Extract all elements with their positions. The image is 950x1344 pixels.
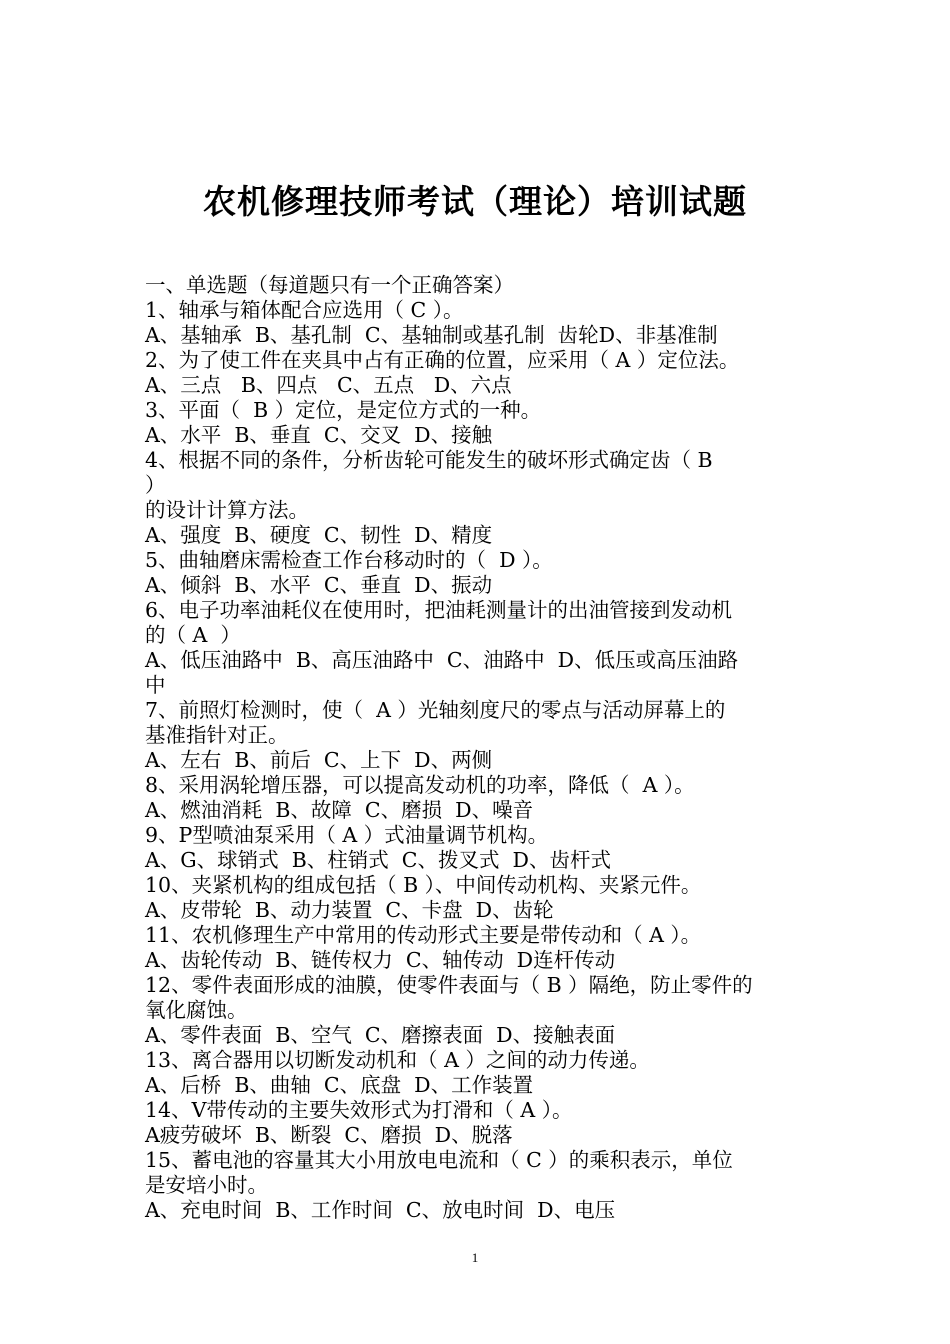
text-line: 14、V带传动的主要失效形式为打滑和（ A ）。 [145,1098,573,1122]
text-line: A、水平 B、垂直 C、交叉 D、接触 [145,423,493,447]
text-line: 氧化腐蚀。 [145,998,248,1022]
text-line: A、三点 B、四点 C、五点 D、六点 [145,373,512,397]
text-line: 10、夹紧机构的组成包括（ B ）、中间传动机构、夹紧元件。 [145,873,702,897]
text-line: A、燃油消耗 B、故障 C、磨损 D、噪音 [145,798,534,822]
text-line: 的设计计算方法。 [145,498,309,522]
text-line: A、充电时间 B、工作时间 C、放电时间 D、电压 [145,1198,616,1222]
text-line: A、低压油路中 B、高压油路中 C、油路中 D、低压或高压油路 [145,648,739,672]
text-line: 2、为了使工件在夹具中占有正确的位置，应采用（ A ）定位法。 [145,348,740,372]
text-line: A、强度 B、硬度 C、韧性 D、精度 [145,523,493,547]
text-line: 一、单选题（每道题只有一个正确答案） [145,273,514,297]
text-line: A、后桥 B、曲轴 C、底盘 D、工作装置 [145,1073,534,1097]
text-line: A、齿轮传动 B、链传权力 C、轴传动 D连杆传动 [145,948,616,972]
text-line: 的（ A ） [145,623,241,647]
text-line: 13、离合器用以切断发动机和（ A ）之间的动力传递。 [145,1048,650,1072]
text-line: A、倾斜 B、水平 C、垂直 D、振动 [145,573,493,597]
text-line: A、G、球销式 B、柱销式 C、拨叉式 D、齿杆式 [145,848,611,872]
text-line: ） [145,473,166,497]
text-line: 7、前照灯检测时，使（ A ）光轴刻度尺的零点与活动屏幕上的 [145,698,726,722]
text-line: 中 [145,673,166,697]
text-line: A、零件表面 B、空气 C、磨擦表面 D、接触表面 [145,1023,616,1047]
text-line: 15、蓄电池的容量其大小用放电电流和（ C ）的乘积表示，单位 [145,1148,733,1172]
text-line: 是安培小时。 [145,1173,268,1197]
text-line: A、左右 B、前后 C、上下 D、两侧 [145,748,493,772]
text-line: 6、电子功率油耗仪在使用时，把油耗测量计的出油管接到发动机 [145,598,733,622]
text-line: 1、轴承与箱体配合应选用（ C ）。 [145,298,464,322]
page-title: 农机修理技师考试（理论）培训试题 [203,182,747,221]
text-line: 11、农机修理生产中常用的传动形式主要是带传动和（ A ）。 [145,923,702,947]
question-body [145,273,815,1223]
text-line: 5、曲轴磨床需检查工作台移动时的（ D ）。 [145,548,553,572]
text-line: 4、根据不同的条件，分析齿轮可能发生的破坏形式确定齿（ B [145,448,713,472]
page-number: 1 [471,1250,479,1265]
text-line: 12、零件表面形成的油膜，使零件表面与（ B ）隔绝，防止零件的 [145,973,753,997]
text-line: A疲劳破坏 B、断裂 C、磨损 D、脱落 [145,1123,513,1147]
text-line: 3、平面（ B ）定位，是定位方式的一种。 [145,398,542,422]
text-line: A、基轴承 B、基孔制 C、基轴制或基孔制 齿轮D、非基准制 [145,323,718,347]
text-line: A、皮带轮 B、动力装置 C、卡盘 D、齿轮 [145,898,554,922]
text-line: 基准指针对正。 [145,723,289,747]
text-line: 9、P型喷油泵采用（ A ）式油量调节机构。 [145,823,549,847]
text-line: 8、采用涡轮增压器，可以提高发动机的功率，降低（ A ）。 [145,773,695,797]
